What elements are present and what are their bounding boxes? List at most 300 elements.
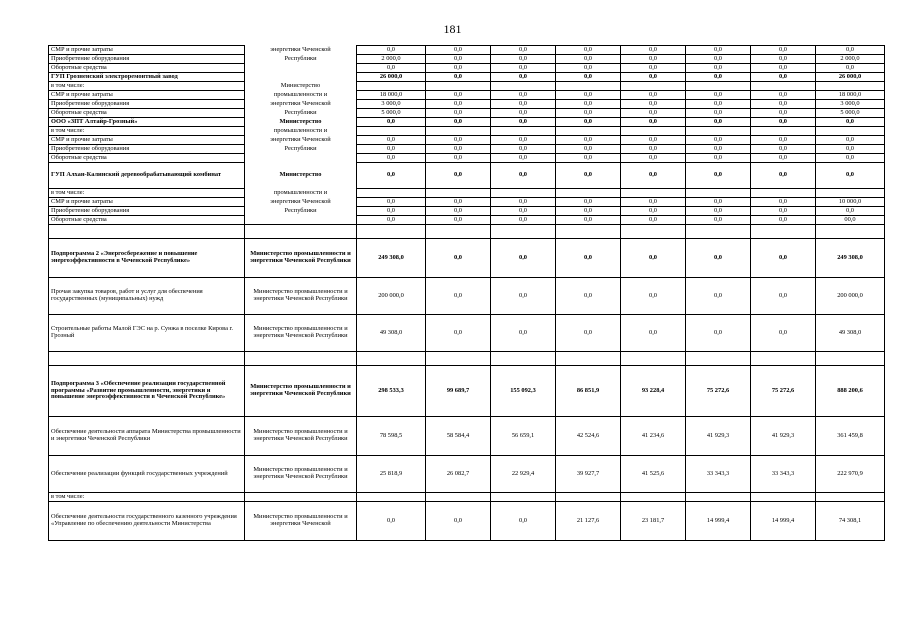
year-value-cell: 0,0 — [556, 315, 621, 352]
table-row — [49, 82, 885, 91]
executor-cell: промышленности и — [245, 127, 357, 136]
year-value-cell: 0,0 — [491, 502, 556, 541]
executor-cell — [245, 73, 357, 82]
total-value-cell: 0,0 — [816, 207, 885, 216]
year-value-cell: 0,0 — [357, 136, 426, 145]
year-value-cell: 33 343,3 — [686, 456, 751, 493]
table-row — [49, 46, 885, 55]
table-row — [49, 64, 885, 73]
total-value-cell — [816, 493, 885, 502]
program-name-cell: Прочая закупка товаров, работ и услуг для обеспечения государственных (муниципальных) нужд — [49, 278, 245, 315]
year-value-cell: 0,0 — [357, 216, 426, 225]
year-value-cell: 298 533,3 — [357, 366, 426, 417]
program-name-cell: в том числе: — [49, 82, 245, 91]
year-value-cell: 41 234,6 — [621, 417, 686, 456]
year-value-cell: 0,0 — [751, 64, 816, 73]
year-value-cell: 0,0 — [556, 216, 621, 225]
executor-cell: Министерство промышленности и энергетики Чеченской Республики — [245, 456, 357, 493]
year-value-cell: 0,0 — [491, 145, 556, 154]
year-value-cell — [426, 189, 491, 198]
year-value-cell: 0,0 — [426, 73, 491, 82]
year-value-cell: 0,0 — [357, 145, 426, 154]
year-value-cell: 0,0 — [751, 118, 816, 127]
total-value-cell: 222 970,9 — [816, 456, 885, 493]
executor-cell: энергетики Чеченской — [245, 100, 357, 109]
year-value-cell — [751, 493, 816, 502]
year-value-cell: 0,0 — [426, 64, 491, 73]
total-value-cell: 00,0 — [816, 216, 885, 225]
table-row — [49, 118, 885, 127]
year-value-cell: 0,0 — [556, 145, 621, 154]
executor-cell — [245, 225, 357, 239]
year-value-cell: 0,0 — [621, 46, 686, 55]
year-value-cell: 26 082,7 — [426, 456, 491, 493]
year-value-cell — [751, 82, 816, 91]
program-name-cell: ООО «ЗПТ Алтайр-Грозный» — [49, 118, 245, 127]
year-value-cell: 0,0 — [556, 163, 621, 189]
year-value-cell — [621, 493, 686, 502]
year-value-cell — [357, 82, 426, 91]
total-value-cell: 5 000,0 — [816, 109, 885, 118]
year-value-cell: 33 343,3 — [751, 456, 816, 493]
year-value-cell: 0,0 — [686, 46, 751, 55]
table-row — [49, 207, 885, 216]
program-name-cell: Приобретение оборудования — [49, 207, 245, 216]
year-value-cell: 18 000,0 — [357, 91, 426, 100]
year-value-cell: 0,0 — [491, 216, 556, 225]
year-value-cell: 0,0 — [751, 315, 816, 352]
year-value-cell: 0,0 — [751, 109, 816, 118]
table-row — [49, 145, 885, 154]
year-value-cell — [357, 493, 426, 502]
year-value-cell: 0,0 — [751, 198, 816, 207]
year-value-cell: 0,0 — [556, 46, 621, 55]
year-value-cell: 0,0 — [491, 100, 556, 109]
year-value-cell — [426, 127, 491, 136]
program-name-cell: Обеспечение деятельности аппарата Министерства промышленности и энергетики Чеченской Республики — [49, 417, 245, 456]
year-value-cell: 14 999,4 — [686, 502, 751, 541]
year-value-cell: 0,0 — [621, 55, 686, 64]
year-value-cell: 0,0 — [426, 46, 491, 55]
year-value-cell — [621, 127, 686, 136]
year-value-cell — [751, 352, 816, 366]
year-value-cell — [426, 225, 491, 239]
year-value-cell: 0,0 — [426, 207, 491, 216]
year-value-cell — [491, 82, 556, 91]
total-value-cell — [816, 352, 885, 366]
year-value-cell — [621, 189, 686, 198]
year-value-cell: 0,0 — [357, 46, 426, 55]
year-value-cell — [556, 225, 621, 239]
program-name-cell: Оборотные средства — [49, 216, 245, 225]
year-value-cell — [556, 82, 621, 91]
total-value-cell — [816, 189, 885, 198]
table-row — [49, 502, 885, 541]
total-value-cell: 10 000,0 — [816, 198, 885, 207]
year-value-cell: 0,0 — [426, 100, 491, 109]
table-row — [49, 154, 885, 163]
executor-cell: Министерство промышленности и энергетики Чеченской — [245, 502, 357, 541]
year-value-cell: 0,0 — [751, 46, 816, 55]
year-value-cell: 0,0 — [556, 118, 621, 127]
executor-cell: промышленности и — [245, 189, 357, 198]
year-value-cell: 3 000,0 — [357, 100, 426, 109]
year-value-cell — [491, 189, 556, 198]
table-row — [49, 198, 885, 207]
year-value-cell: 0,0 — [686, 216, 751, 225]
year-value-cell: 0,0 — [686, 163, 751, 189]
table-row — [49, 315, 885, 352]
executor-cell: энергетики Чеченской — [245, 136, 357, 145]
program-name-cell: Оборотные средства — [49, 154, 245, 163]
total-value-cell: 361 459,8 — [816, 417, 885, 456]
year-value-cell: 58 584,4 — [426, 417, 491, 456]
total-value-cell: 0,0 — [816, 64, 885, 73]
total-value-cell: 74 308,1 — [816, 502, 885, 541]
total-value-cell: 3 000,0 — [816, 100, 885, 109]
table-row — [49, 55, 885, 64]
year-value-cell: 0,0 — [556, 55, 621, 64]
executor-cell: Министерство промышленности и энергетики Чеченской Республики — [245, 239, 357, 278]
year-value-cell: 0,0 — [751, 73, 816, 82]
table-row — [49, 352, 885, 366]
year-value-cell — [357, 189, 426, 198]
total-value-cell — [816, 225, 885, 239]
year-value-cell: 0,0 — [426, 278, 491, 315]
table-row — [49, 366, 885, 417]
year-value-cell: 0,0 — [556, 207, 621, 216]
year-value-cell: 0,0 — [751, 278, 816, 315]
year-value-cell — [426, 82, 491, 91]
table-row — [49, 163, 885, 189]
executor-cell: Республики — [245, 109, 357, 118]
year-value-cell: 0,0 — [751, 163, 816, 189]
year-value-cell: 0,0 — [491, 163, 556, 189]
year-value-cell: 0,0 — [621, 109, 686, 118]
year-value-cell: 0,0 — [686, 239, 751, 278]
year-value-cell: 0,0 — [491, 198, 556, 207]
year-value-cell — [751, 225, 816, 239]
year-value-cell — [491, 493, 556, 502]
total-value-cell: 2 000,0 — [816, 55, 885, 64]
program-name-cell: Обеспечение реализации функций государственных учреждений — [49, 456, 245, 493]
program-name-cell: Обеспечение деятельности государственного казенного учреждения «Управление по обеспечению деятельности Министерства — [49, 502, 245, 541]
year-value-cell: 26 000,0 — [357, 73, 426, 82]
year-value-cell: 23 181,7 — [621, 502, 686, 541]
year-value-cell: 0,0 — [426, 315, 491, 352]
year-value-cell — [426, 352, 491, 366]
year-value-cell: 0,0 — [621, 239, 686, 278]
year-value-cell: 0,0 — [556, 91, 621, 100]
year-value-cell — [357, 127, 426, 136]
program-name-cell: в том числе: — [49, 189, 245, 198]
year-value-cell: 0,0 — [621, 91, 686, 100]
year-value-cell: 14 999,4 — [751, 502, 816, 541]
year-value-cell: 21 127,6 — [556, 502, 621, 541]
year-value-cell: 0,0 — [357, 64, 426, 73]
total-value-cell: 0,0 — [816, 145, 885, 154]
executor-cell: промышленности и — [245, 91, 357, 100]
year-value-cell: 0,0 — [491, 91, 556, 100]
year-value-cell: 0,0 — [686, 91, 751, 100]
year-value-cell: 0,0 — [491, 136, 556, 145]
executor-cell — [245, 493, 357, 502]
year-value-cell: 0,0 — [686, 278, 751, 315]
year-value-cell: 56 659,1 — [491, 417, 556, 456]
total-value-cell: 26 000,0 — [816, 73, 885, 82]
year-value-cell: 0,0 — [686, 136, 751, 145]
total-value-cell: 888 200,6 — [816, 366, 885, 417]
year-value-cell: 0,0 — [426, 198, 491, 207]
year-value-cell: 155 092,3 — [491, 366, 556, 417]
year-value-cell: 86 851,9 — [556, 366, 621, 417]
table-row — [49, 73, 885, 82]
program-name-cell: СМР и прочие затраты — [49, 198, 245, 207]
program-name-cell: Приобретение оборудования — [49, 100, 245, 109]
program-name-cell: в том числе: — [49, 127, 245, 136]
year-value-cell: 0,0 — [426, 91, 491, 100]
year-value-cell — [686, 127, 751, 136]
year-value-cell: 0,0 — [621, 145, 686, 154]
year-value-cell: 0,0 — [357, 502, 426, 541]
year-value-cell: 0,0 — [357, 198, 426, 207]
year-value-cell: 0,0 — [426, 216, 491, 225]
year-value-cell: 0,0 — [621, 216, 686, 225]
program-name-cell — [49, 225, 245, 239]
year-value-cell: 0,0 — [491, 64, 556, 73]
year-value-cell — [556, 127, 621, 136]
year-value-cell: 0,0 — [686, 315, 751, 352]
year-value-cell: 0,0 — [751, 216, 816, 225]
year-value-cell: 0,0 — [751, 100, 816, 109]
table-row — [49, 417, 885, 456]
year-value-cell: 0,0 — [686, 154, 751, 163]
year-value-cell: 0,0 — [621, 64, 686, 73]
executor-cell: Министерство — [245, 118, 357, 127]
year-value-cell: 0,0 — [556, 154, 621, 163]
year-value-cell — [751, 127, 816, 136]
program-name-cell: Приобретение оборудования — [49, 145, 245, 154]
year-value-cell: 0,0 — [426, 163, 491, 189]
year-value-cell: 0,0 — [426, 154, 491, 163]
executor-cell: Министерство промышленности и энергетики Чеченской Республики — [245, 315, 357, 352]
year-value-cell: 0,0 — [426, 55, 491, 64]
year-value-cell: 0,0 — [686, 145, 751, 154]
year-value-cell — [426, 493, 491, 502]
year-value-cell: 2 000,0 — [357, 55, 426, 64]
year-value-cell: 0,0 — [621, 118, 686, 127]
year-value-cell: 0,0 — [491, 118, 556, 127]
year-value-cell: 75 272,6 — [686, 366, 751, 417]
year-value-cell: 0,0 — [556, 198, 621, 207]
year-value-cell — [751, 189, 816, 198]
year-value-cell: 0,0 — [491, 154, 556, 163]
year-value-cell: 0,0 — [686, 207, 751, 216]
year-value-cell: 0,0 — [751, 145, 816, 154]
year-value-cell: 0,0 — [686, 198, 751, 207]
year-value-cell — [621, 82, 686, 91]
year-value-cell: 0,0 — [556, 64, 621, 73]
executor-cell: Республики — [245, 207, 357, 216]
year-value-cell: 22 929,4 — [491, 456, 556, 493]
year-value-cell — [686, 225, 751, 239]
year-value-cell: 0,0 — [426, 239, 491, 278]
year-value-cell: 0,0 — [491, 46, 556, 55]
year-value-cell: 5 000,0 — [357, 109, 426, 118]
total-value-cell: 0,0 — [816, 136, 885, 145]
year-value-cell: 0,0 — [491, 109, 556, 118]
year-value-cell — [491, 225, 556, 239]
year-value-cell: 0,0 — [556, 73, 621, 82]
year-value-cell: 0,0 — [621, 100, 686, 109]
total-value-cell: 0,0 — [816, 163, 885, 189]
year-value-cell: 0,0 — [686, 100, 751, 109]
year-value-cell: 0,0 — [426, 502, 491, 541]
year-value-cell: 0,0 — [751, 55, 816, 64]
executor-cell: энергетики Чеченской — [245, 198, 357, 207]
executor-cell — [245, 64, 357, 73]
year-value-cell: 41 929,3 — [751, 417, 816, 456]
executor-cell: Республики — [245, 145, 357, 154]
year-value-cell: 39 927,7 — [556, 456, 621, 493]
table-row — [49, 493, 885, 502]
total-value-cell: 0,0 — [816, 154, 885, 163]
year-value-cell: 0,0 — [491, 55, 556, 64]
year-value-cell: 200 000,0 — [357, 278, 426, 315]
program-name-cell: СМР и прочие затраты — [49, 91, 245, 100]
program-name-cell: Оборотные средства — [49, 64, 245, 73]
year-value-cell — [686, 352, 751, 366]
program-name-cell: СМР и прочие затраты — [49, 136, 245, 145]
table-row — [49, 225, 885, 239]
year-value-cell: 0,0 — [686, 73, 751, 82]
year-value-cell: 93 228,4 — [621, 366, 686, 417]
year-value-cell: 25 818,9 — [357, 456, 426, 493]
year-value-cell — [357, 225, 426, 239]
year-value-cell — [686, 493, 751, 502]
year-value-cell — [491, 352, 556, 366]
table-row — [49, 278, 885, 315]
year-value-cell: 0,0 — [491, 278, 556, 315]
year-value-cell — [686, 82, 751, 91]
year-value-cell: 0,0 — [426, 109, 491, 118]
program-name-cell: Приобретение оборудования — [49, 55, 245, 64]
program-name-cell: в том числе: — [49, 493, 245, 502]
year-value-cell: 0,0 — [491, 73, 556, 82]
year-value-cell: 0,0 — [751, 91, 816, 100]
total-value-cell: 0,0 — [816, 46, 885, 55]
program-name-cell: Строительные работы Малой ГЭС на р. Сунжа в поселке Кирова г. Грозный — [49, 315, 245, 352]
year-value-cell: 99 689,7 — [426, 366, 491, 417]
year-value-cell: 42 524,6 — [556, 417, 621, 456]
total-value-cell — [816, 82, 885, 91]
executor-cell — [245, 352, 357, 366]
year-value-cell: 0,0 — [556, 109, 621, 118]
executor-cell: Министерство — [245, 163, 357, 189]
year-value-cell: 0,0 — [426, 136, 491, 145]
table-row — [49, 91, 885, 100]
year-value-cell: 0,0 — [621, 73, 686, 82]
program-name-cell: ГУП Грозненский электроремонтный завод — [49, 73, 245, 82]
year-value-cell: 0,0 — [357, 207, 426, 216]
budget-table — [48, 45, 885, 541]
program-name-cell: СМР и прочие затраты — [49, 46, 245, 55]
year-value-cell: 0,0 — [751, 154, 816, 163]
year-value-cell: 0,0 — [686, 55, 751, 64]
executor-cell: Министерство промышленности и энергетики Чеченской Республики — [245, 417, 357, 456]
year-value-cell — [621, 352, 686, 366]
year-value-cell: 0,0 — [357, 163, 426, 189]
year-value-cell — [621, 225, 686, 239]
table-row — [49, 239, 885, 278]
program-name-cell — [49, 352, 245, 366]
total-value-cell: 0,0 — [816, 118, 885, 127]
year-value-cell: 0,0 — [751, 136, 816, 145]
total-value-cell — [816, 127, 885, 136]
table-row — [49, 127, 885, 136]
year-value-cell: 0,0 — [491, 239, 556, 278]
executor-cell: Республики — [245, 55, 357, 64]
year-value-cell: 75 272,6 — [751, 366, 816, 417]
table-row — [49, 456, 885, 493]
year-value-cell: 249 308,0 — [357, 239, 426, 278]
year-value-cell: 0,0 — [556, 100, 621, 109]
year-value-cell: 0,0 — [686, 64, 751, 73]
total-value-cell: 200 000,0 — [816, 278, 885, 315]
total-value-cell: 249 308,0 — [816, 239, 885, 278]
year-value-cell: 0,0 — [621, 136, 686, 145]
year-value-cell: 0,0 — [621, 315, 686, 352]
year-value-cell: 78 598,5 — [357, 417, 426, 456]
program-name-cell: Подпрограмма 2 «Энергосбережение и повышение энергоэффективности в Чеченской Республике» — [49, 239, 245, 278]
year-value-cell — [357, 352, 426, 366]
page-number: 181 — [443, 22, 462, 36]
executor-cell: Министерство — [245, 82, 357, 91]
year-value-cell — [556, 493, 621, 502]
year-value-cell: 0,0 — [686, 109, 751, 118]
total-value-cell: 49 308,0 — [816, 315, 885, 352]
year-value-cell: 0,0 — [357, 154, 426, 163]
year-value-cell: 0,0 — [426, 145, 491, 154]
year-value-cell: 0,0 — [556, 239, 621, 278]
year-value-cell: 0,0 — [621, 154, 686, 163]
table-row — [49, 189, 885, 198]
year-value-cell: 49 308,0 — [357, 315, 426, 352]
year-value-cell: 41 525,6 — [621, 456, 686, 493]
year-value-cell: 41 929,3 — [686, 417, 751, 456]
year-value-cell: 0,0 — [621, 163, 686, 189]
year-value-cell: 0,0 — [751, 239, 816, 278]
executor-cell — [245, 216, 357, 225]
total-value-cell: 18 000,0 — [816, 91, 885, 100]
year-value-cell — [556, 352, 621, 366]
year-value-cell: 0,0 — [357, 118, 426, 127]
year-value-cell: 0,0 — [491, 207, 556, 216]
year-value-cell: 0,0 — [751, 207, 816, 216]
table-row — [49, 100, 885, 109]
table-row — [49, 136, 885, 145]
year-value-cell: 0,0 — [686, 118, 751, 127]
year-value-cell: 0,0 — [621, 198, 686, 207]
program-name-cell: ГУП Алхан-Калинский деревообрабатывающий комбинат — [49, 163, 245, 189]
executor-cell: Министерство промышленности и энергетики Чеченской Республики — [245, 366, 357, 417]
executor-cell — [245, 154, 357, 163]
year-value-cell: 0,0 — [556, 136, 621, 145]
year-value-cell: 0,0 — [556, 278, 621, 315]
executor-cell: энергетики Чеченской — [245, 46, 357, 55]
year-value-cell: 0,0 — [621, 207, 686, 216]
year-value-cell: 0,0 — [621, 278, 686, 315]
